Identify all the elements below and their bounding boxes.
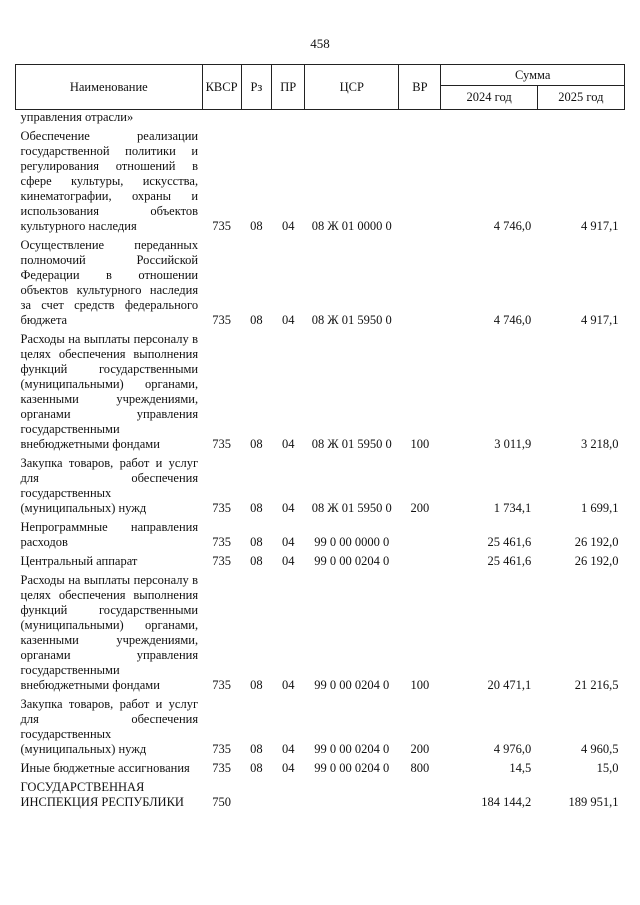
cell-vr: 200 [410, 742, 430, 756]
cell-vr: 800 [410, 761, 430, 775]
cell-sum-2025 [537, 110, 624, 128]
table-body [16, 110, 625, 813]
cell-sum-2025: 3 218,0 [581, 437, 619, 451]
cell-vr: 100 [410, 678, 430, 692]
cell-vr [399, 110, 441, 128]
cell-csr: 99 0 00 0000 0 [314, 535, 390, 549]
cell-sum-2024: 14,5 [509, 761, 532, 775]
cell-sum-2024: 4 746,0 [493, 219, 532, 233]
cell-kvsr: 735 [212, 535, 231, 549]
table-row [16, 127, 625, 236]
cell-sum-2024: 4 746,0 [493, 313, 532, 327]
budget-table [15, 64, 625, 812]
cell-name: Обеспечение реализации государственной политики и регулирования отношений в сфере культуры, искусства, кинематографии, охраны и использования объектов культурного наследия [20, 129, 199, 233]
cell-kvsr: 735 [212, 554, 231, 568]
cell-sum-2024: 25 461,6 [487, 554, 532, 568]
cell-name: Иные бюджетные ассигнования [20, 761, 190, 775]
table-row [16, 454, 625, 518]
cell-sum-2025: 4 960,5 [581, 742, 619, 756]
cell-sum-2024 [441, 110, 537, 128]
header-csr: ЦСР [305, 65, 399, 110]
cell-rz: 08 [250, 535, 263, 549]
cell-kvsr: 735 [212, 678, 231, 692]
cell-sum-2025: 26 192,0 [574, 554, 619, 568]
cell-kvsr: 735 [212, 219, 231, 233]
table-row [16, 552, 625, 571]
cell-rz: 08 [250, 742, 263, 756]
cell-pr: 04 [281, 535, 295, 549]
cell-sum-2024: 20 471,1 [487, 678, 532, 692]
header-vr: ВР [399, 65, 441, 110]
cell-name: Закупка товаров, работ и услуг для обеспечения государственных (муниципальных) нужд [20, 697, 199, 756]
table-row [16, 695, 625, 759]
cell-rz [241, 110, 272, 128]
cell-sum-2024: 25 461,6 [487, 535, 532, 549]
cell-pr: 04 [281, 437, 295, 451]
cell-name: Расходы на выплаты персоналу в целях обеспечения выполнения функций государственными (муниципальными) органами, казенными учреждениями, органами управления государственными внебюджетными фондами [20, 332, 199, 451]
cell-name: Расходы на выплаты персоналу в целях обеспечения выполнения функций государственными (муниципальными) органами, казенными учреждениями, органами управления государственными внебюджетными фондами [20, 573, 199, 692]
cell-pr: 04 [281, 678, 295, 692]
header-kvsr: КВСР [202, 65, 241, 110]
cell-sum-2025: 21 216,5 [574, 678, 619, 692]
table-row [16, 518, 625, 552]
cell-name: Закупка товаров, работ и услуг для обеспечения государственных (муниципальных) нужд [20, 456, 199, 515]
table-header [16, 65, 625, 110]
cell-name: Осуществление переданных полномочий Российской Федерации в отношении объектов культурного наследия за счет средств федерального бюджета [20, 238, 199, 327]
cell-csr: 99 0 00 0204 0 [314, 678, 390, 692]
cell-sum-2024: 4 976,0 [493, 742, 532, 756]
cell-rz: 08 [250, 501, 263, 515]
cell-vr: 200 [410, 501, 430, 515]
cell-csr [305, 110, 399, 128]
header-sum: Сумма [441, 65, 625, 86]
cell-name: ГОСУДАРСТВЕННАЯ ИНСПЕКЦИЯ РЕСПУБЛИКИ [20, 780, 184, 809]
cell-kvsr: 735 [212, 437, 231, 451]
cell-pr: 04 [281, 554, 295, 568]
cell-csr: 08 Ж 01 5950 0 [311, 313, 392, 327]
cell-pr: 04 [281, 742, 295, 756]
header-year-2024: 2024 год [441, 86, 537, 110]
cell-csr: 08 Ж 01 5950 0 [311, 437, 392, 451]
cell-rz: 08 [250, 761, 263, 775]
header-name: Наименование [16, 65, 203, 110]
cell-sum-2025: 189 951,1 [568, 795, 619, 809]
cell-sum-2025: 26 192,0 [574, 535, 619, 549]
cell-kvsr: 735 [212, 313, 231, 327]
cell-csr: 99 0 00 0204 0 [314, 761, 390, 775]
cell-rz [241, 778, 272, 812]
cell-sum-2025: 1 699,1 [581, 501, 619, 515]
cell-pr: 04 [281, 501, 295, 515]
cell-sum-2025: 4 917,1 [581, 313, 619, 327]
cell-rz: 08 [250, 554, 263, 568]
table-row [16, 110, 625, 128]
cell-vr [399, 552, 441, 571]
cell-csr: 08 Ж 01 0000 0 [311, 219, 392, 233]
cell-kvsr: 735 [212, 761, 231, 775]
cell-vr [399, 778, 441, 812]
table-row [16, 778, 625, 812]
header-rz: Рз [241, 65, 272, 110]
cell-kvsr: 735 [212, 501, 231, 515]
cell-sum-2024: 3 011,9 [494, 437, 532, 451]
cell-vr [399, 127, 441, 236]
cell-csr: 08 Ж 01 5950 0 [311, 501, 392, 515]
cell-rz: 08 [250, 313, 263, 327]
cell-kvsr: 750 [212, 795, 231, 809]
header-pr: ПР [272, 65, 305, 110]
cell-pr: 04 [281, 313, 295, 327]
cell-pr [272, 110, 305, 128]
cell-name: Центральный аппарат [20, 554, 138, 568]
cell-pr [272, 778, 305, 812]
page-number: 458 [310, 36, 330, 51]
cell-sum-2024: 184 144,2 [481, 795, 532, 809]
cell-rz: 08 [250, 219, 263, 233]
header-year-2025: 2025 год [537, 86, 624, 110]
table-row [16, 759, 625, 778]
cell-name: Непрограммные направления расходов [20, 520, 199, 549]
cell-name: управления отрасли» [20, 110, 134, 124]
cell-vr: 100 [410, 437, 430, 451]
cell-rz: 08 [250, 678, 263, 692]
cell-pr: 04 [281, 219, 295, 233]
cell-sum-2025: 4 917,1 [581, 219, 619, 233]
cell-kvsr [202, 110, 241, 128]
cell-csr: 99 0 00 0204 0 [314, 554, 390, 568]
cell-sum-2025: 15,0 [596, 761, 619, 775]
cell-vr [399, 236, 441, 330]
cell-vr [399, 518, 441, 552]
table-row [16, 236, 625, 330]
cell-kvsr: 735 [212, 742, 231, 756]
cell-pr: 04 [281, 761, 295, 775]
cell-rz: 08 [250, 437, 263, 451]
table-row [16, 330, 625, 454]
cell-csr: 99 0 00 0204 0 [314, 742, 390, 756]
table-row [16, 571, 625, 695]
cell-csr [305, 778, 399, 812]
cell-sum-2024: 1 734,1 [493, 501, 532, 515]
